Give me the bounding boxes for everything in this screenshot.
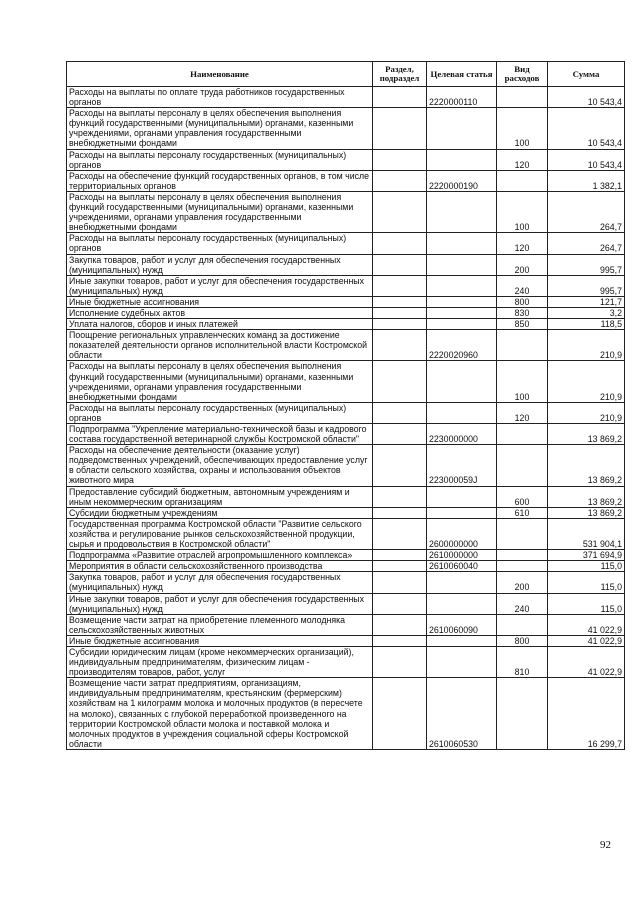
cell-sum: 210,9 (548, 361, 625, 402)
table-row (67, 646, 625, 677)
cell-target: 2610060530 (427, 678, 497, 750)
cell-sum: 264,7 (548, 191, 625, 232)
cell-target (427, 572, 497, 593)
cell-vid: 600 (497, 486, 548, 507)
cell-section (373, 296, 427, 307)
cell-section (373, 307, 427, 318)
page-number: 92 (600, 839, 611, 851)
header-vid: Вид расходов (497, 62, 548, 87)
cell-vid: 850 (497, 319, 548, 330)
cell-vid: 120 (497, 149, 548, 170)
cell-sum: 3,2 (548, 307, 625, 318)
cell-section (373, 170, 427, 191)
cell-sum: 531 904,1 (548, 518, 625, 549)
cell-target (427, 507, 497, 518)
cell-name: Закупка товаров, работ и услуг для обеспечения государственных (муниципальных) нужд (67, 254, 373, 275)
cell-section (373, 550, 427, 561)
table-row (67, 424, 625, 445)
cell-target (427, 233, 497, 254)
table-row (67, 593, 625, 614)
cell-sum: 41 022,9 (548, 635, 625, 646)
cell-name: Подпрограмма «Развитие отраслей агропромышленного комплекса» (67, 550, 373, 561)
cell-vid: 100 (497, 361, 548, 402)
cell-name: Иные закупки товаров, работ и услуг для обеспечения государственных (муниципальных) нужд (67, 593, 373, 614)
cell-vid (497, 561, 548, 572)
cell-name: Закупка товаров, работ и услуг для обеспечения государственных (муниципальных) нужд (67, 572, 373, 593)
header-name: Наименование (67, 62, 373, 87)
cell-target: 2610060090 (427, 614, 497, 635)
cell-target: 2610060040 (427, 561, 497, 572)
cell-section (373, 614, 427, 635)
cell-vid (497, 614, 548, 635)
cell-name: Расходы на выплаты по оплате труда работников государственных органов (67, 87, 373, 108)
cell-vid (497, 518, 548, 549)
cell-sum: 210,9 (548, 402, 625, 423)
cell-name: Расходы на выплаты персоналу государственных (муниципальных) органов (67, 402, 373, 423)
cell-target: 223000059J (427, 445, 497, 486)
table-row (67, 402, 625, 423)
cell-name: Расходы на обеспечение деятельности (оказание услуг) подведомственных учреждений, обеспечивающих предоставление услуг в области сельского хозяйства, охраны и использования объектов животного мира (67, 445, 373, 486)
cell-vid: 810 (497, 646, 548, 677)
cell-sum: 115,0 (548, 561, 625, 572)
cell-sum: 13 869,2 (548, 424, 625, 445)
budget-table (66, 61, 625, 750)
cell-vid: 200 (497, 254, 548, 275)
cell-target (427, 296, 497, 307)
cell-sum: 995,7 (548, 254, 625, 275)
cell-sum: 121,7 (548, 296, 625, 307)
table-row (67, 561, 625, 572)
cell-target: 2230000000 (427, 424, 497, 445)
cell-vid: 120 (497, 233, 548, 254)
cell-sum: 210,9 (548, 330, 625, 361)
cell-name: Расходы на выплаты персоналу государственных (муниципальных) органов (67, 149, 373, 170)
cell-vid (497, 170, 548, 191)
cell-vid: 240 (497, 593, 548, 614)
cell-sum: 41 022,9 (548, 614, 625, 635)
cell-sum: 13 869,2 (548, 445, 625, 486)
cell-name: Предоставление субсидий бюджетным, автономным учреждениям и иным некоммерческим организациям (67, 486, 373, 507)
cell-section (373, 507, 427, 518)
table-row (67, 254, 625, 275)
table-body (67, 87, 625, 750)
cell-section (373, 593, 427, 614)
cell-section (373, 424, 427, 445)
table-row (67, 507, 625, 518)
cell-vid: 120 (497, 402, 548, 423)
header-target: Целевая статья (427, 62, 497, 87)
cell-section (373, 108, 427, 149)
cell-target: 2600000000 (427, 518, 497, 549)
cell-vid (497, 330, 548, 361)
cell-section (373, 486, 427, 507)
table-row (67, 233, 625, 254)
cell-name: Иные бюджетные ассигнования (67, 296, 373, 307)
cell-section (373, 319, 427, 330)
cell-name: Расходы на выплаты персоналу в целях обеспечения выполнения функций государственными (муниципальными) органами, казенными учреждениями, органами управления государственными внебюджетными фондами (67, 191, 373, 232)
cell-target: 2220000110 (427, 87, 497, 108)
cell-vid (497, 678, 548, 750)
cell-sum: 371 694,9 (548, 550, 625, 561)
table-row (67, 307, 625, 318)
table-row (67, 614, 625, 635)
cell-vid: 800 (497, 296, 548, 307)
cell-section (373, 275, 427, 296)
cell-vid (497, 424, 548, 445)
cell-section (373, 635, 427, 646)
cell-name: Мероприятия в области сельскохозяйственного производства (67, 561, 373, 572)
cell-target (427, 635, 497, 646)
cell-target (427, 486, 497, 507)
cell-sum: 41 022,9 (548, 646, 625, 677)
cell-section (373, 445, 427, 486)
cell-target: 2220020960 (427, 330, 497, 361)
cell-name: Уплата налогов, сборов и иных платежей (67, 319, 373, 330)
cell-section (373, 149, 427, 170)
cell-name: Подпрограмма "Укрепление материально-технической базы и кадрового состава государственной ветеринарной службы Костромской области" (67, 424, 373, 445)
header-sum: Сумма (548, 62, 625, 87)
cell-target: 2610000000 (427, 550, 497, 561)
cell-target (427, 275, 497, 296)
cell-target (427, 593, 497, 614)
cell-target (427, 307, 497, 318)
cell-vid: 100 (497, 191, 548, 232)
cell-vid: 200 (497, 572, 548, 593)
cell-sum: 10 543,4 (548, 87, 625, 108)
cell-sum: 118,5 (548, 319, 625, 330)
cell-sum: 264,7 (548, 233, 625, 254)
cell-section (373, 87, 427, 108)
cell-sum: 115,0 (548, 572, 625, 593)
cell-section (373, 361, 427, 402)
cell-target (427, 191, 497, 232)
table-row (67, 550, 625, 561)
cell-vid: 240 (497, 275, 548, 296)
table-row (67, 296, 625, 307)
cell-vid: 830 (497, 307, 548, 318)
cell-section (373, 561, 427, 572)
cell-name: Исполнение судебных актов (67, 307, 373, 318)
cell-vid: 800 (497, 635, 548, 646)
table-row (67, 330, 625, 361)
cell-sum: 16 299,7 (548, 678, 625, 750)
cell-sum: 115,0 (548, 593, 625, 614)
cell-name: Расходы на выплаты персоналу в целях обеспечения выполнения функций государственными (муниципальными) органами, казенными учреждениями, органами управления государственными внебюджетными фондами (67, 361, 373, 402)
cell-target (427, 149, 497, 170)
cell-section (373, 402, 427, 423)
table-row (67, 445, 625, 486)
table-row (67, 108, 625, 149)
cell-vid: 100 (497, 108, 548, 149)
cell-section (373, 330, 427, 361)
cell-section (373, 646, 427, 677)
cell-section (373, 191, 427, 232)
cell-vid (497, 550, 548, 561)
table-row (67, 678, 625, 750)
cell-target (427, 646, 497, 677)
cell-section (373, 678, 427, 750)
cell-name: Расходы на выплаты персоналу в целях обеспечения выполнения функций государственными (муниципальными) органами, казенными учреждениями, органами управления государственными внебюджетными фондами (67, 108, 373, 149)
table-row (67, 87, 625, 108)
table-row (67, 486, 625, 507)
cell-name: Возмещение части затрат предприятиям, организациям, индивидуальным предпринимателям, крестьянским (фермерским) хозяйствам на 1 килограмм молока и молочных продуктов (в пересчете на молоко), связанных с глубокой переработкой произведенного на территории Костромской области молока и поставкой молока и молочных продуктов в учреждения социальной сферы Костромской области (67, 678, 373, 750)
cell-section (373, 233, 427, 254)
table-row (67, 319, 625, 330)
cell-target (427, 254, 497, 275)
cell-section (373, 518, 427, 549)
table-row (67, 275, 625, 296)
cell-name: Иные бюджетные ассигнования (67, 635, 373, 646)
table-header-row (67, 62, 625, 87)
cell-name: Субсидии юридическим лицам (кроме некоммерческих организаций), индивидуальным предпринимателям, физическим лицам - производителям товаров, работ, услуг (67, 646, 373, 677)
cell-name: Возмещение части затрат на приобретение племенного молодняка сельскохозяйственных животных (67, 614, 373, 635)
cell-sum: 995,7 (548, 275, 625, 296)
table-row (67, 572, 625, 593)
header-section: Раздел, подраздел (373, 62, 427, 87)
table-row (67, 361, 625, 402)
cell-name: Государственная программа Костромской области "Развитие сельского хозяйства и регулирование рынков сельскохозяйственной продукции, сырья и продовольствия в Костромской области" (67, 518, 373, 549)
cell-sum: 13 869,2 (548, 486, 625, 507)
cell-vid: 610 (497, 507, 548, 518)
cell-name: Субсидии бюджетным учреждениям (67, 507, 373, 518)
cell-target (427, 402, 497, 423)
table-row (67, 518, 625, 549)
cell-sum: 13 869,2 (548, 507, 625, 518)
cell-target (427, 361, 497, 402)
cell-target (427, 319, 497, 330)
cell-target: 2220000190 (427, 170, 497, 191)
cell-section (373, 254, 427, 275)
table-row (67, 170, 625, 191)
cell-target (427, 108, 497, 149)
cell-name: Поощрение региональных управленческих команд за достижение показателей деятельности органов исполнительной власти Костромской области (67, 330, 373, 361)
cell-vid (497, 87, 548, 108)
cell-name: Расходы на обеспечение функций государственных органов, в том числе территориальных органов (67, 170, 373, 191)
cell-name: Расходы на выплаты персоналу государственных (муниципальных) органов (67, 233, 373, 254)
table-row (67, 149, 625, 170)
cell-sum: 1 382,1 (548, 170, 625, 191)
cell-sum: 10 543,4 (548, 149, 625, 170)
cell-sum: 10 543,4 (548, 108, 625, 149)
cell-vid (497, 445, 548, 486)
cell-name: Иные закупки товаров, работ и услуг для обеспечения государственных (муниципальных) нужд (67, 275, 373, 296)
table-row (67, 191, 625, 232)
table-row (67, 635, 625, 646)
cell-section (373, 572, 427, 593)
